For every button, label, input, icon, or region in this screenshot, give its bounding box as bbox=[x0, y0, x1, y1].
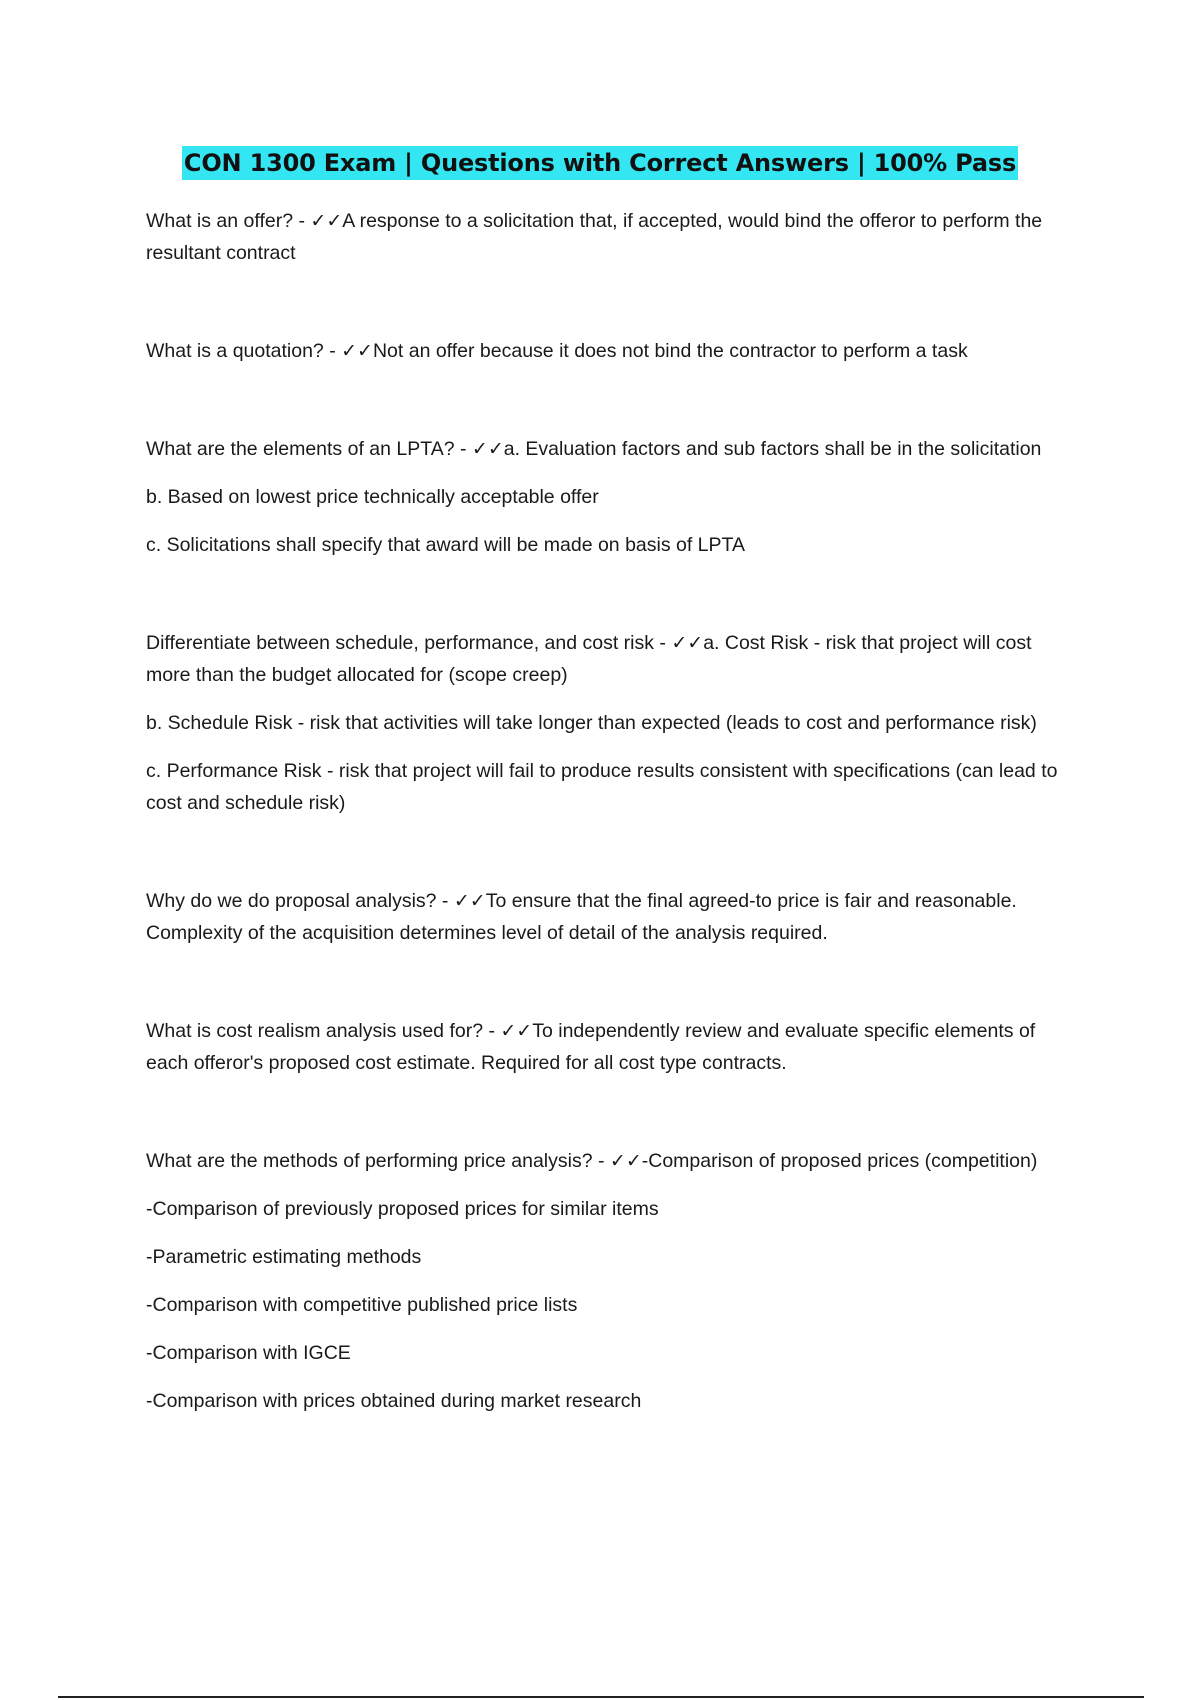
footer-divider bbox=[58, 1696, 1144, 1698]
qa-item bbox=[146, 1145, 1066, 1417]
answer-text: Not an offer because it does not bind the contractor to perform a task bbox=[372, 340, 968, 362]
title-container bbox=[0, 146, 1200, 180]
separator: - bbox=[592, 1150, 610, 1172]
answer-text: A response to a solicitation that, if accepted, would bind the offeror to perform the resultant contract bbox=[146, 210, 1043, 264]
separator: - bbox=[436, 890, 454, 912]
answer-text: To ensure that the final agreed-to price is fair and reasonable. Complexity of the acquisition determines level of detail of the analysis required. bbox=[146, 890, 1017, 944]
double-check-icon: ✓✓ bbox=[500, 1020, 533, 1042]
question-text: Differentiate between schedule, performance, and cost risk bbox=[146, 632, 654, 654]
answer-continuation: b. Based on lowest price technically acceptable offer bbox=[146, 486, 599, 508]
answer-text: a. Cost Risk - risk that project will cost more than the budget allocated for (scope creep) bbox=[146, 632, 1032, 686]
double-check-icon: ✓✓ bbox=[453, 890, 486, 912]
qa-question-line bbox=[146, 627, 1066, 691]
question-text: What are the methods of performing price analysis? bbox=[146, 1150, 593, 1172]
qa-item bbox=[146, 885, 1066, 949]
document-title: CON 1300 Exam | Questions with Correct Answers | 100% Pass bbox=[182, 146, 1018, 180]
question-text: Why do we do proposal analysis? bbox=[146, 890, 437, 912]
answer-continuation: c. Performance Risk - risk that project will fail to produce results consistent with specifications (can lead to cost and schedule risk) bbox=[146, 760, 1058, 814]
qa-question-line bbox=[146, 1015, 1066, 1079]
answer-text: -Comparison of proposed prices (competition) bbox=[641, 1150, 1038, 1172]
question-text: What is cost realism analysis used for? bbox=[146, 1020, 484, 1042]
qa-list bbox=[146, 205, 1066, 1433]
qa-question-line bbox=[146, 433, 1066, 465]
qa-item bbox=[146, 1015, 1066, 1079]
answer-continuation: -Comparison with IGCE bbox=[146, 1342, 351, 1364]
qa-question-line bbox=[146, 885, 1066, 949]
qa-item bbox=[146, 627, 1066, 819]
question-text: What is a quotation? bbox=[146, 340, 324, 362]
question-text: What is an offer? bbox=[146, 210, 294, 232]
qa-question-line bbox=[146, 335, 1066, 367]
separator: - bbox=[483, 1020, 501, 1042]
answer-continuation: -Comparison with competitive published price lists bbox=[146, 1294, 578, 1316]
qa-question-line bbox=[146, 1145, 1066, 1177]
answer-continuation: -Comparison with prices obtained during market research bbox=[146, 1390, 642, 1412]
qa-item bbox=[146, 205, 1066, 269]
answer-continuation: -Parametric estimating methods bbox=[146, 1246, 422, 1268]
separator: - bbox=[323, 340, 342, 362]
separator: - bbox=[454, 438, 472, 460]
double-check-icon: ✓✓ bbox=[471, 438, 504, 460]
answer-continuation: -Comparison of previously proposed prices for similar items bbox=[146, 1198, 659, 1220]
double-check-icon: ✓✓ bbox=[671, 632, 704, 654]
question-text: What are the elements of an LPTA? bbox=[146, 438, 455, 460]
answer-text: To independently review and evaluate specific elements of each offeror's proposed cost estimate. Required for all cost type contracts. bbox=[146, 1020, 1036, 1074]
answer-continuation: c. Solicitations shall specify that award will be made on basis of LPTA bbox=[146, 534, 746, 556]
answer-continuation: b. Schedule Risk - risk that activities will take longer than expected (leads to cost and performance risk) bbox=[146, 712, 1037, 734]
double-check-icon: ✓✓ bbox=[341, 340, 373, 362]
answer-text: a. Evaluation factors and sub factors shall be in the solicitation bbox=[503, 438, 1042, 460]
double-check-icon: ✓✓ bbox=[609, 1150, 642, 1172]
separator: - bbox=[654, 632, 672, 654]
qa-item bbox=[146, 335, 1066, 367]
double-check-icon: ✓✓ bbox=[310, 210, 343, 232]
separator: - bbox=[293, 210, 311, 232]
qa-item bbox=[146, 433, 1066, 561]
qa-question-line bbox=[146, 205, 1066, 269]
